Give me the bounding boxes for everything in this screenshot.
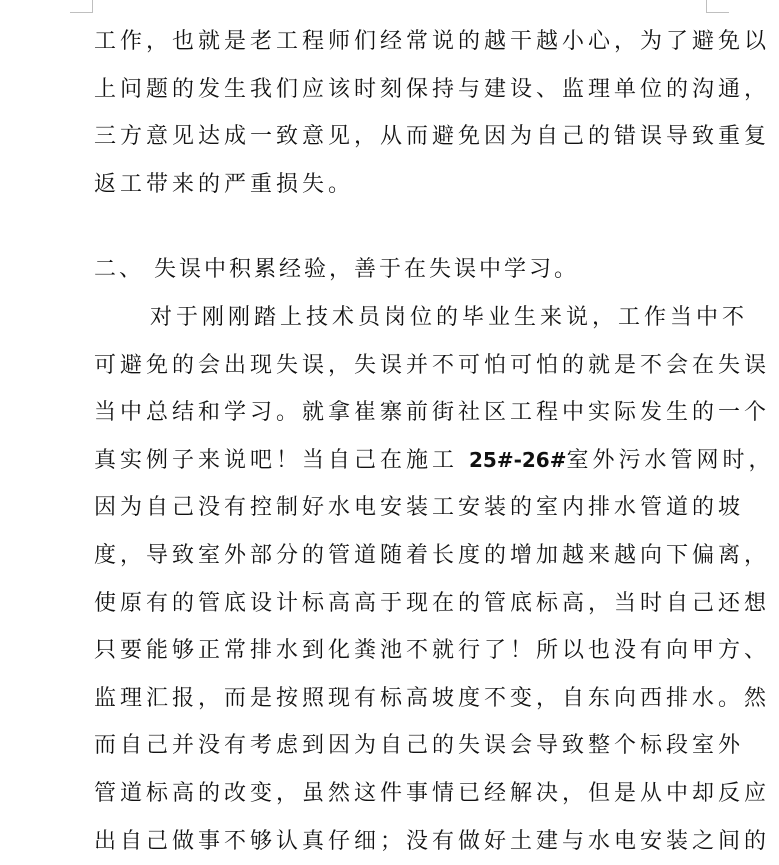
paragraph2-line: 当中总结和学习。就拿崔寨前街社区工程中实际发生的一个 bbox=[94, 389, 706, 437]
paragraph2-line: 出自己做事不够认真仔细；没有做好土建与水电安装之间的 bbox=[94, 818, 706, 865]
paragraph2-line: 可避免的会出现失误，失误并不可怕可怕的就是不会在失误 bbox=[94, 342, 706, 390]
paragraph2-line: 管道标高的改变，虽然这件事情已经解决，但是从中却反应 bbox=[94, 770, 706, 818]
paragraph1-line: 上问题的发生我们应该时刻保持与建设、监理单位的沟通， bbox=[94, 66, 706, 114]
line-text-after-code: 室外污水管网时， bbox=[566, 448, 774, 473]
margin-corner-mark-right bbox=[706, 0, 729, 13]
line-text-before-code: 真实例子来说吧！当自己在施工 bbox=[94, 448, 469, 473]
paragraph2-line: 使原有的管底设计标高高于现在的管底标高，当时自己还想 bbox=[94, 580, 706, 628]
paragraph-spacing bbox=[94, 208, 706, 246]
paragraph1-line: 三方意见达成一致意见，从而避免因为自己的错误导致重复 bbox=[94, 113, 706, 161]
paragraph2-line: 因为自己没有控制好水电安装工安装的室内排水管道的坡 bbox=[94, 484, 706, 532]
paragraph1-line: 工作，也就是老工程师们经常说的越干越小心，为了避免以 bbox=[94, 18, 706, 66]
paragraph2-line: 只要能够正常排水到化粪池不就行了！所以也没有向甲方、 bbox=[94, 627, 706, 675]
paragraph2-line-mixed bbox=[94, 437, 706, 485]
building-number-code: 25#-26# bbox=[469, 448, 566, 472]
paragraph2-line: 对于刚刚踏上技术员岗位的毕业生来说，工作当中不 bbox=[94, 294, 706, 342]
paragraph2-line: 度，导致室外部分的管道随着长度的增加越来越向下偏离， bbox=[94, 532, 706, 580]
margin-corner-mark-left bbox=[70, 0, 93, 13]
paragraph1-line: 返工带来的严重损失。 bbox=[94, 161, 706, 209]
document-body bbox=[94, 18, 706, 865]
paragraph2-line: 监理汇报，而是按照现有标高坡度不变，自东向西排水。然 bbox=[94, 675, 706, 723]
section-heading: 二、 失误中积累经验，善于在失误中学习。 bbox=[94, 246, 706, 294]
paragraph2-line: 而自己并没有考虑到因为自己的失误会导致整个标段室外 bbox=[94, 722, 706, 770]
